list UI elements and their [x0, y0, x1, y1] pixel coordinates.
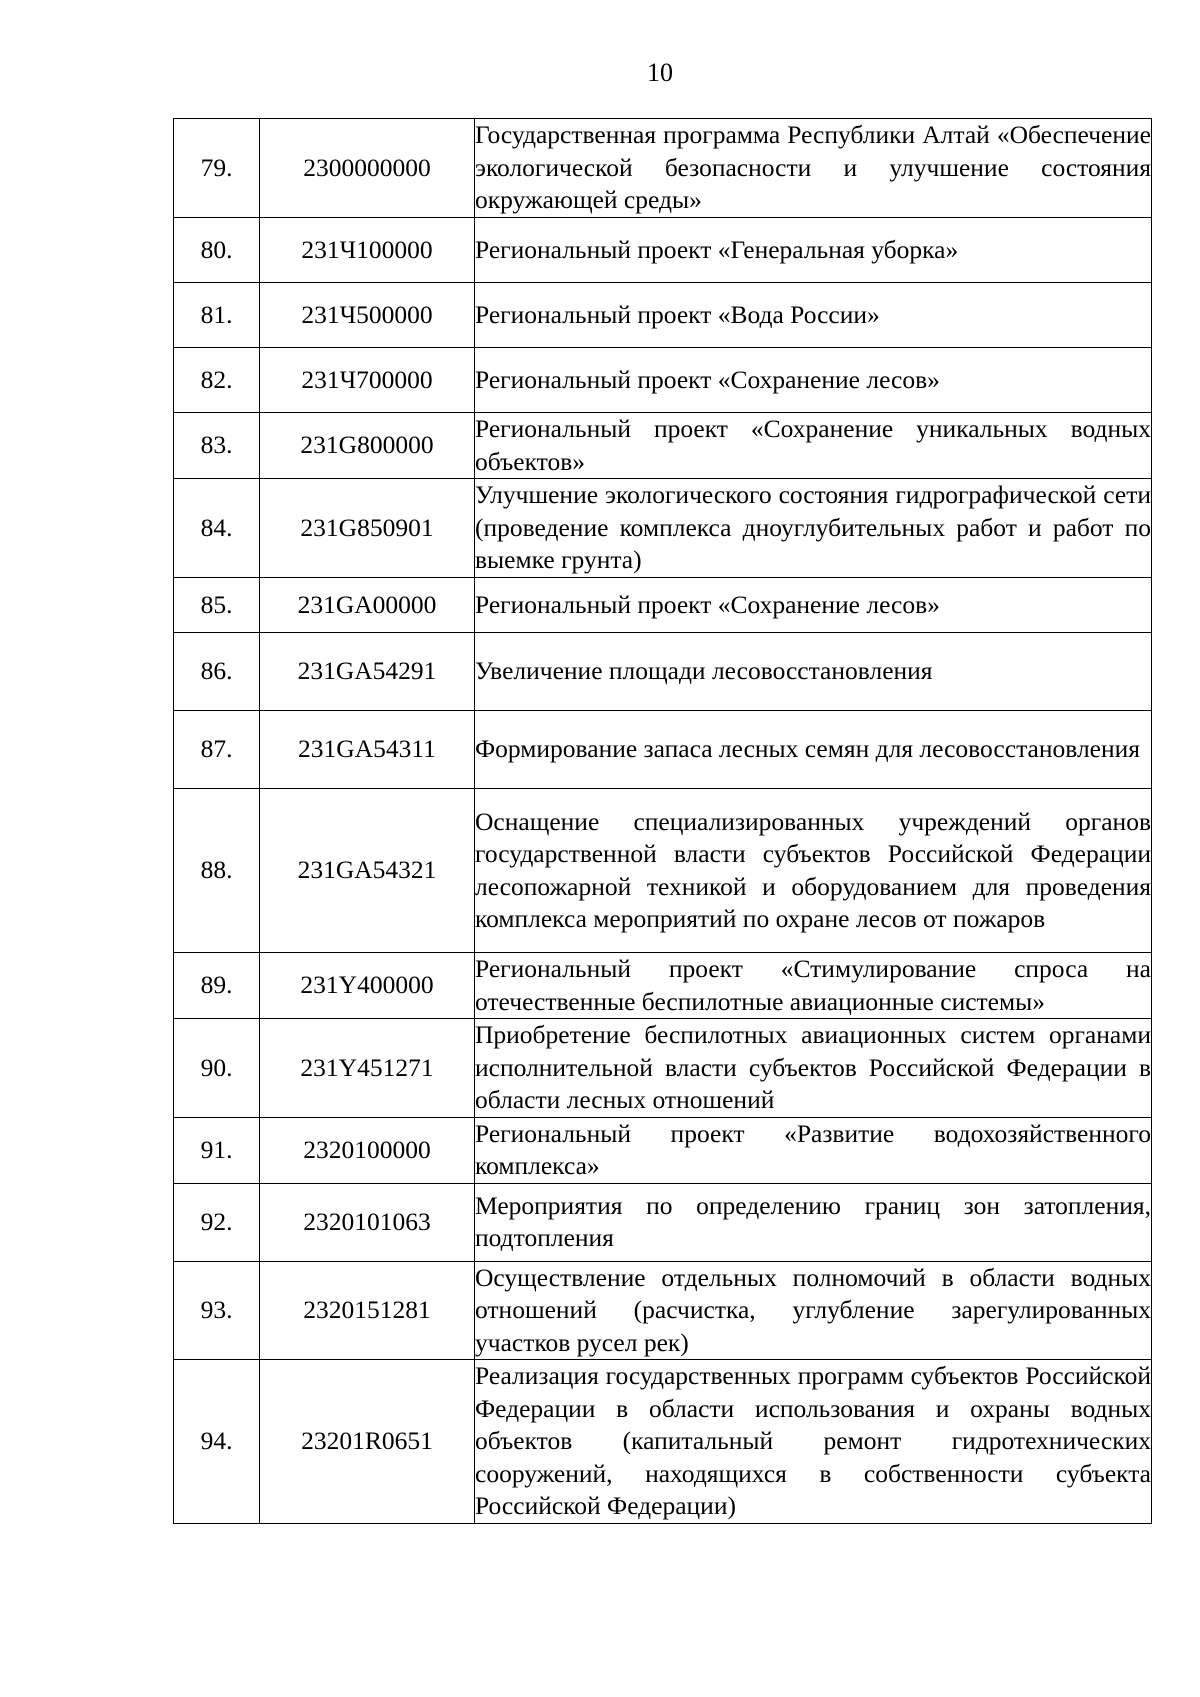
table-row — [174, 119, 1152, 218]
row-name: Реализация государственных программ субъектов Российской Федерации в области использования и охраны водных объектов (капитальный ремонт гидротехнических сооружений, находящихся в собственности субъекта Российской Федерации) — [475, 1360, 1152, 1524]
row-number: 85. — [174, 578, 260, 633]
table-row — [174, 789, 1152, 953]
row-code: 231GA54311 — [260, 711, 475, 789]
row-name: Формирование запаса лесных семян для лесовосстановления — [475, 711, 1152, 789]
row-number: 82. — [174, 348, 260, 413]
table-row — [174, 1360, 1152, 1524]
row-name: Приобретение беспилотных авиационных систем органами исполнительной власти субъектов Российской Федерации в области лесных отношений — [475, 1019, 1152, 1118]
row-code: 2320100000 — [260, 1117, 475, 1183]
table-row — [174, 953, 1152, 1019]
table-row — [174, 633, 1152, 711]
row-name: Улучшение экологического состояния гидрографической сети (проведение комплекса дноуглубительных работ и работ по выемке грунта) — [475, 479, 1152, 578]
row-name: Региональный проект «Сохранение лесов» — [475, 578, 1152, 633]
table-row — [174, 711, 1152, 789]
row-code: 2320151281 — [260, 1261, 475, 1360]
row-code: 231GA54291 — [260, 633, 475, 711]
row-number: 92. — [174, 1183, 260, 1261]
page-number: 10 — [647, 58, 673, 87]
row-number: 83. — [174, 413, 260, 479]
row-number: 91. — [174, 1117, 260, 1183]
row-name: Региональный проект «Сохранение лесов» — [475, 348, 1152, 413]
row-code: 231Y400000 — [260, 953, 475, 1019]
row-number: 93. — [174, 1261, 260, 1360]
row-code: 231G850901 — [260, 479, 475, 578]
row-code: 231Y451271 — [260, 1019, 475, 1118]
row-code: 231GA54321 — [260, 789, 475, 953]
row-code: 231Ч700000 — [260, 348, 475, 413]
table-body — [174, 119, 1152, 1524]
row-code: 23201R0651 — [260, 1360, 475, 1524]
table-row — [174, 413, 1152, 479]
row-number: 88. — [174, 789, 260, 953]
row-name: Региональный проект «Сохранение уникальных водных объектов» — [475, 413, 1152, 479]
table-row — [174, 1117, 1152, 1183]
row-code: 231Ч100000 — [260, 218, 475, 283]
row-number: 86. — [174, 633, 260, 711]
row-code: 2300000000 — [260, 119, 475, 218]
table-row — [174, 218, 1152, 283]
row-code: 2320101063 — [260, 1183, 475, 1261]
row-name: Региональный проект «Вода России» — [475, 283, 1152, 348]
row-number: 87. — [174, 711, 260, 789]
table-row — [174, 578, 1152, 633]
row-number: 84. — [174, 479, 260, 578]
row-number: 94. — [174, 1360, 260, 1524]
row-name: Оснащение специализированных учреждений органов государственной власти субъектов Российской Федерации лесопожарной техникой и оборудованием для проведения комплекса мероприятий по охране лесов от пожаров — [475, 789, 1152, 953]
table-row — [174, 348, 1152, 413]
row-name: Увеличение площади лесовосстановления — [475, 633, 1152, 711]
row-code: 231Ч500000 — [260, 283, 475, 348]
row-code: 231G800000 — [260, 413, 475, 479]
row-name: Мероприятия по определению границ зон затопления, подтопления — [475, 1183, 1152, 1261]
table-row — [174, 1183, 1152, 1261]
row-number: 79. — [174, 119, 260, 218]
table-row — [174, 1019, 1152, 1118]
row-number: 90. — [174, 1019, 260, 1118]
row-number: 89. — [174, 953, 260, 1019]
row-code: 231GA00000 — [260, 578, 475, 633]
row-name: Региональный проект «Развитие водохозяйственного комплекса» — [475, 1117, 1152, 1183]
table-row — [174, 1261, 1152, 1360]
row-name: Государственная программа Республики Алтай «Обеспечение экологической безопасности и улучшение состояния окружающей среды» — [475, 119, 1152, 218]
table-row — [174, 283, 1152, 348]
row-name: Региональный проект «Стимулирование спроса на отечественные беспилотные авиационные системы» — [475, 953, 1152, 1019]
row-name: Региональный проект «Генеральная уборка» — [475, 218, 1152, 283]
row-number: 81. — [174, 283, 260, 348]
row-number: 80. — [174, 218, 260, 283]
budget-codes-table — [173, 118, 1152, 1524]
row-name: Осуществление отдельных полномочий в области водных отношений (расчистка, углубление зарегулированных участков русел рек) — [475, 1261, 1152, 1360]
table-row — [174, 479, 1152, 578]
